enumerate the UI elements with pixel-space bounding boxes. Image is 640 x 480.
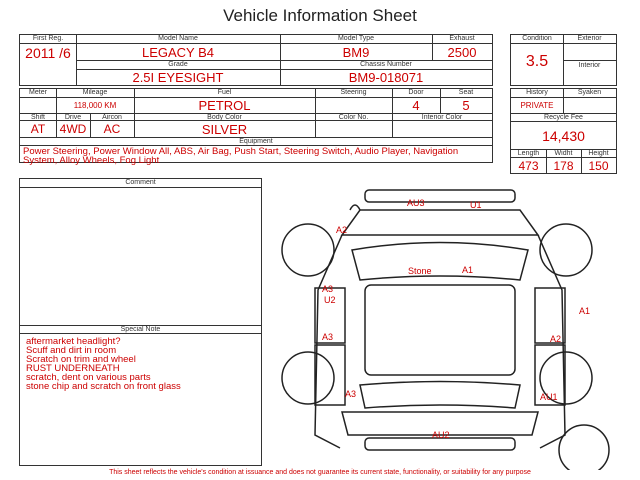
damage-a2-front: A2	[336, 225, 348, 235]
chassis-value: BM9-018071	[348, 70, 424, 85]
damage-u2-left: U2	[324, 295, 336, 305]
body-color-label: Body Color	[207, 114, 242, 121]
wheel-front-left	[282, 224, 334, 276]
condition-label: Condition	[522, 35, 552, 42]
damage-u1: U1	[470, 200, 482, 210]
height-value: 150	[588, 159, 609, 173]
damage-a1-glass: A1	[462, 265, 474, 275]
exhaust-label: Exhaust	[449, 35, 475, 42]
recycle-fee-label: Recycle Fee	[544, 114, 583, 121]
equipment-value: Power Steering, Power Window All, ABS, Air Bag, Push Start, Steering Switch, Audio Player, Navigation System, Alloy Wheels, Fog Light	[23, 146, 459, 166]
length-value: 473	[518, 159, 539, 173]
damage-a3-left: A3	[322, 284, 334, 294]
exterior-label: Exterior	[577, 35, 602, 42]
fuel-label: Fuel	[217, 89, 232, 96]
fuel-value: PETROL	[198, 98, 251, 113]
hood	[342, 210, 538, 235]
spare-wheel	[559, 425, 609, 470]
seat-label: Seat	[458, 89, 474, 96]
damage-a3-left-door: A3	[322, 332, 334, 342]
grade-label: Grade	[168, 61, 188, 68]
special-note-line: stone chip and scratch on front glass	[26, 381, 181, 392]
first-reg-label: First Reg.	[32, 35, 64, 42]
recycle-fee-value: 14,430	[542, 128, 585, 144]
vehicle-basic-info	[19, 34, 493, 86]
mileage-value: 118,000 KM	[73, 101, 117, 110]
special-note-text	[26, 337, 258, 391]
special-note-label: Special Note	[120, 326, 161, 333]
exhaust-value: 2500	[447, 45, 477, 60]
syaken-label: Syaken	[577, 89, 602, 96]
rear-window	[360, 382, 520, 409]
special-note-line: Scratch on trim and wheel	[26, 354, 136, 365]
vehicle-damage-diagram	[270, 180, 630, 470]
damage-a3-rear-left: A3	[345, 389, 357, 399]
shift-value: AT	[30, 122, 46, 136]
model-type-label: Model Type	[337, 35, 375, 42]
damage-au1: AU1	[540, 392, 558, 402]
seat-value: 5	[462, 98, 470, 113]
history-label: History	[526, 89, 548, 96]
history-value: PRIVATE	[520, 101, 554, 110]
shift-label: Shift	[30, 114, 45, 121]
drive-value: 4WD	[59, 122, 87, 136]
door-value: 4	[412, 98, 420, 113]
height-label: Height	[588, 150, 609, 157]
chassis-label: Chassis Number	[360, 61, 412, 68]
meter-label: Meter	[29, 89, 47, 96]
wheel-rear-left	[282, 352, 334, 404]
equipment-label: Equipment	[239, 138, 273, 145]
sheet-title: Vehicle Information Sheet	[223, 6, 417, 25]
first-reg-value: 2011 /6	[25, 45, 71, 61]
history-recycle-box	[510, 88, 617, 174]
width-value: 178	[553, 159, 574, 173]
roof	[365, 285, 515, 375]
aircon-label: Aircon	[102, 114, 122, 121]
color-no-label: Color No.	[338, 114, 369, 121]
grade-value: 2.5I EYESIGHT	[132, 70, 224, 85]
condition-box	[510, 34, 617, 86]
special-note-line: Scuff and dirt in room	[26, 345, 117, 356]
damage-au2: AU2	[432, 430, 450, 440]
damage-stone: Stone	[408, 266, 432, 276]
model-name-label: Model Name	[158, 35, 198, 42]
special-note-line: scratch, dent on various parts	[26, 372, 151, 383]
model-name-value: LEGACY B4	[141, 45, 215, 60]
body-color-value: SILVER	[201, 122, 248, 137]
damage-au3: AU3	[407, 198, 425, 208]
model-type-value: BM9	[342, 45, 370, 60]
comment-label: Comment	[125, 179, 156, 186]
interior-color-label: Interior Color	[421, 114, 463, 121]
door-label: Door	[408, 89, 424, 96]
condition-value: 3.5	[525, 53, 549, 70]
wheel-front-right	[540, 224, 592, 276]
interior-label: Interior	[578, 62, 601, 69]
drive-label: Drive	[64, 114, 82, 121]
disclaimer-footer: This sheet reflects the vehicle's condition at issuance and does not guarantee its current state, functionality, or suitability for any purpose	[109, 469, 531, 476]
damage-a2-right: A2	[550, 334, 562, 344]
special-note-line: RUST UNDERNEATH	[26, 363, 120, 374]
steering-label: Steering	[340, 89, 367, 96]
windshield	[352, 243, 528, 281]
width-label: Widht	[554, 150, 573, 157]
special-note-line: aftermarket headlight?	[26, 336, 121, 347]
length-label: Length	[517, 150, 540, 157]
front-bumper	[365, 190, 515, 202]
comment-box	[19, 178, 262, 466]
damage-a1-right: A1	[579, 306, 591, 316]
mileage-label: Mileage	[82, 89, 108, 96]
aircon-value: AC	[103, 122, 121, 136]
vehicle-spec-info	[19, 88, 493, 166]
